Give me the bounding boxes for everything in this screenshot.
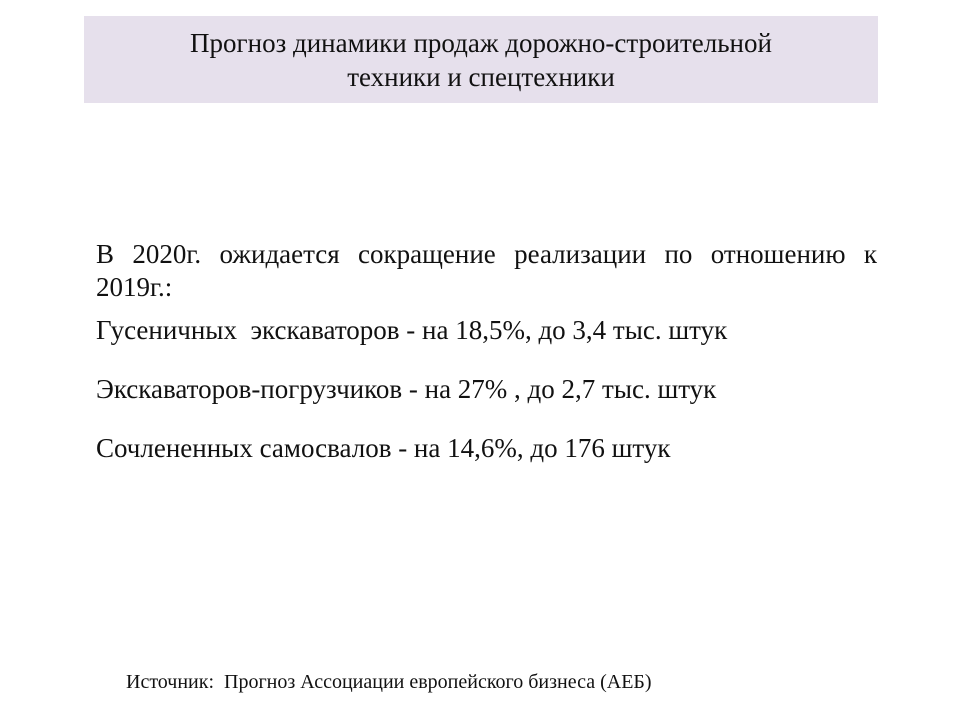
forecast-item-articulated-dump-trucks: Сочлененных самосвалов - на 14,6%, до 176 штук xyxy=(96,433,671,463)
title-banner xyxy=(84,16,878,103)
forecast-list xyxy=(96,314,877,491)
slide-title: Прогноз динамики продаж дорожно-строительной техники и спецтехники xyxy=(190,27,772,92)
forecast-item-crawler-excavators: Гусеничных экскаваторов - на 18,5%, до 3,4 тыс. штук xyxy=(96,315,728,345)
forecast-content xyxy=(96,238,877,491)
forecast-item-backhoe-loaders: Экскаваторов-погрузчиков - на 27% , до 2,7 тыс. штук xyxy=(96,374,717,404)
source-note: Источник: Прогноз Ассоциации европейского бизнеса (АЕБ) xyxy=(126,671,652,693)
forecast-intro: В 2020г. ожидается сокращение реализации по отношению к 2019г.: xyxy=(96,239,877,302)
